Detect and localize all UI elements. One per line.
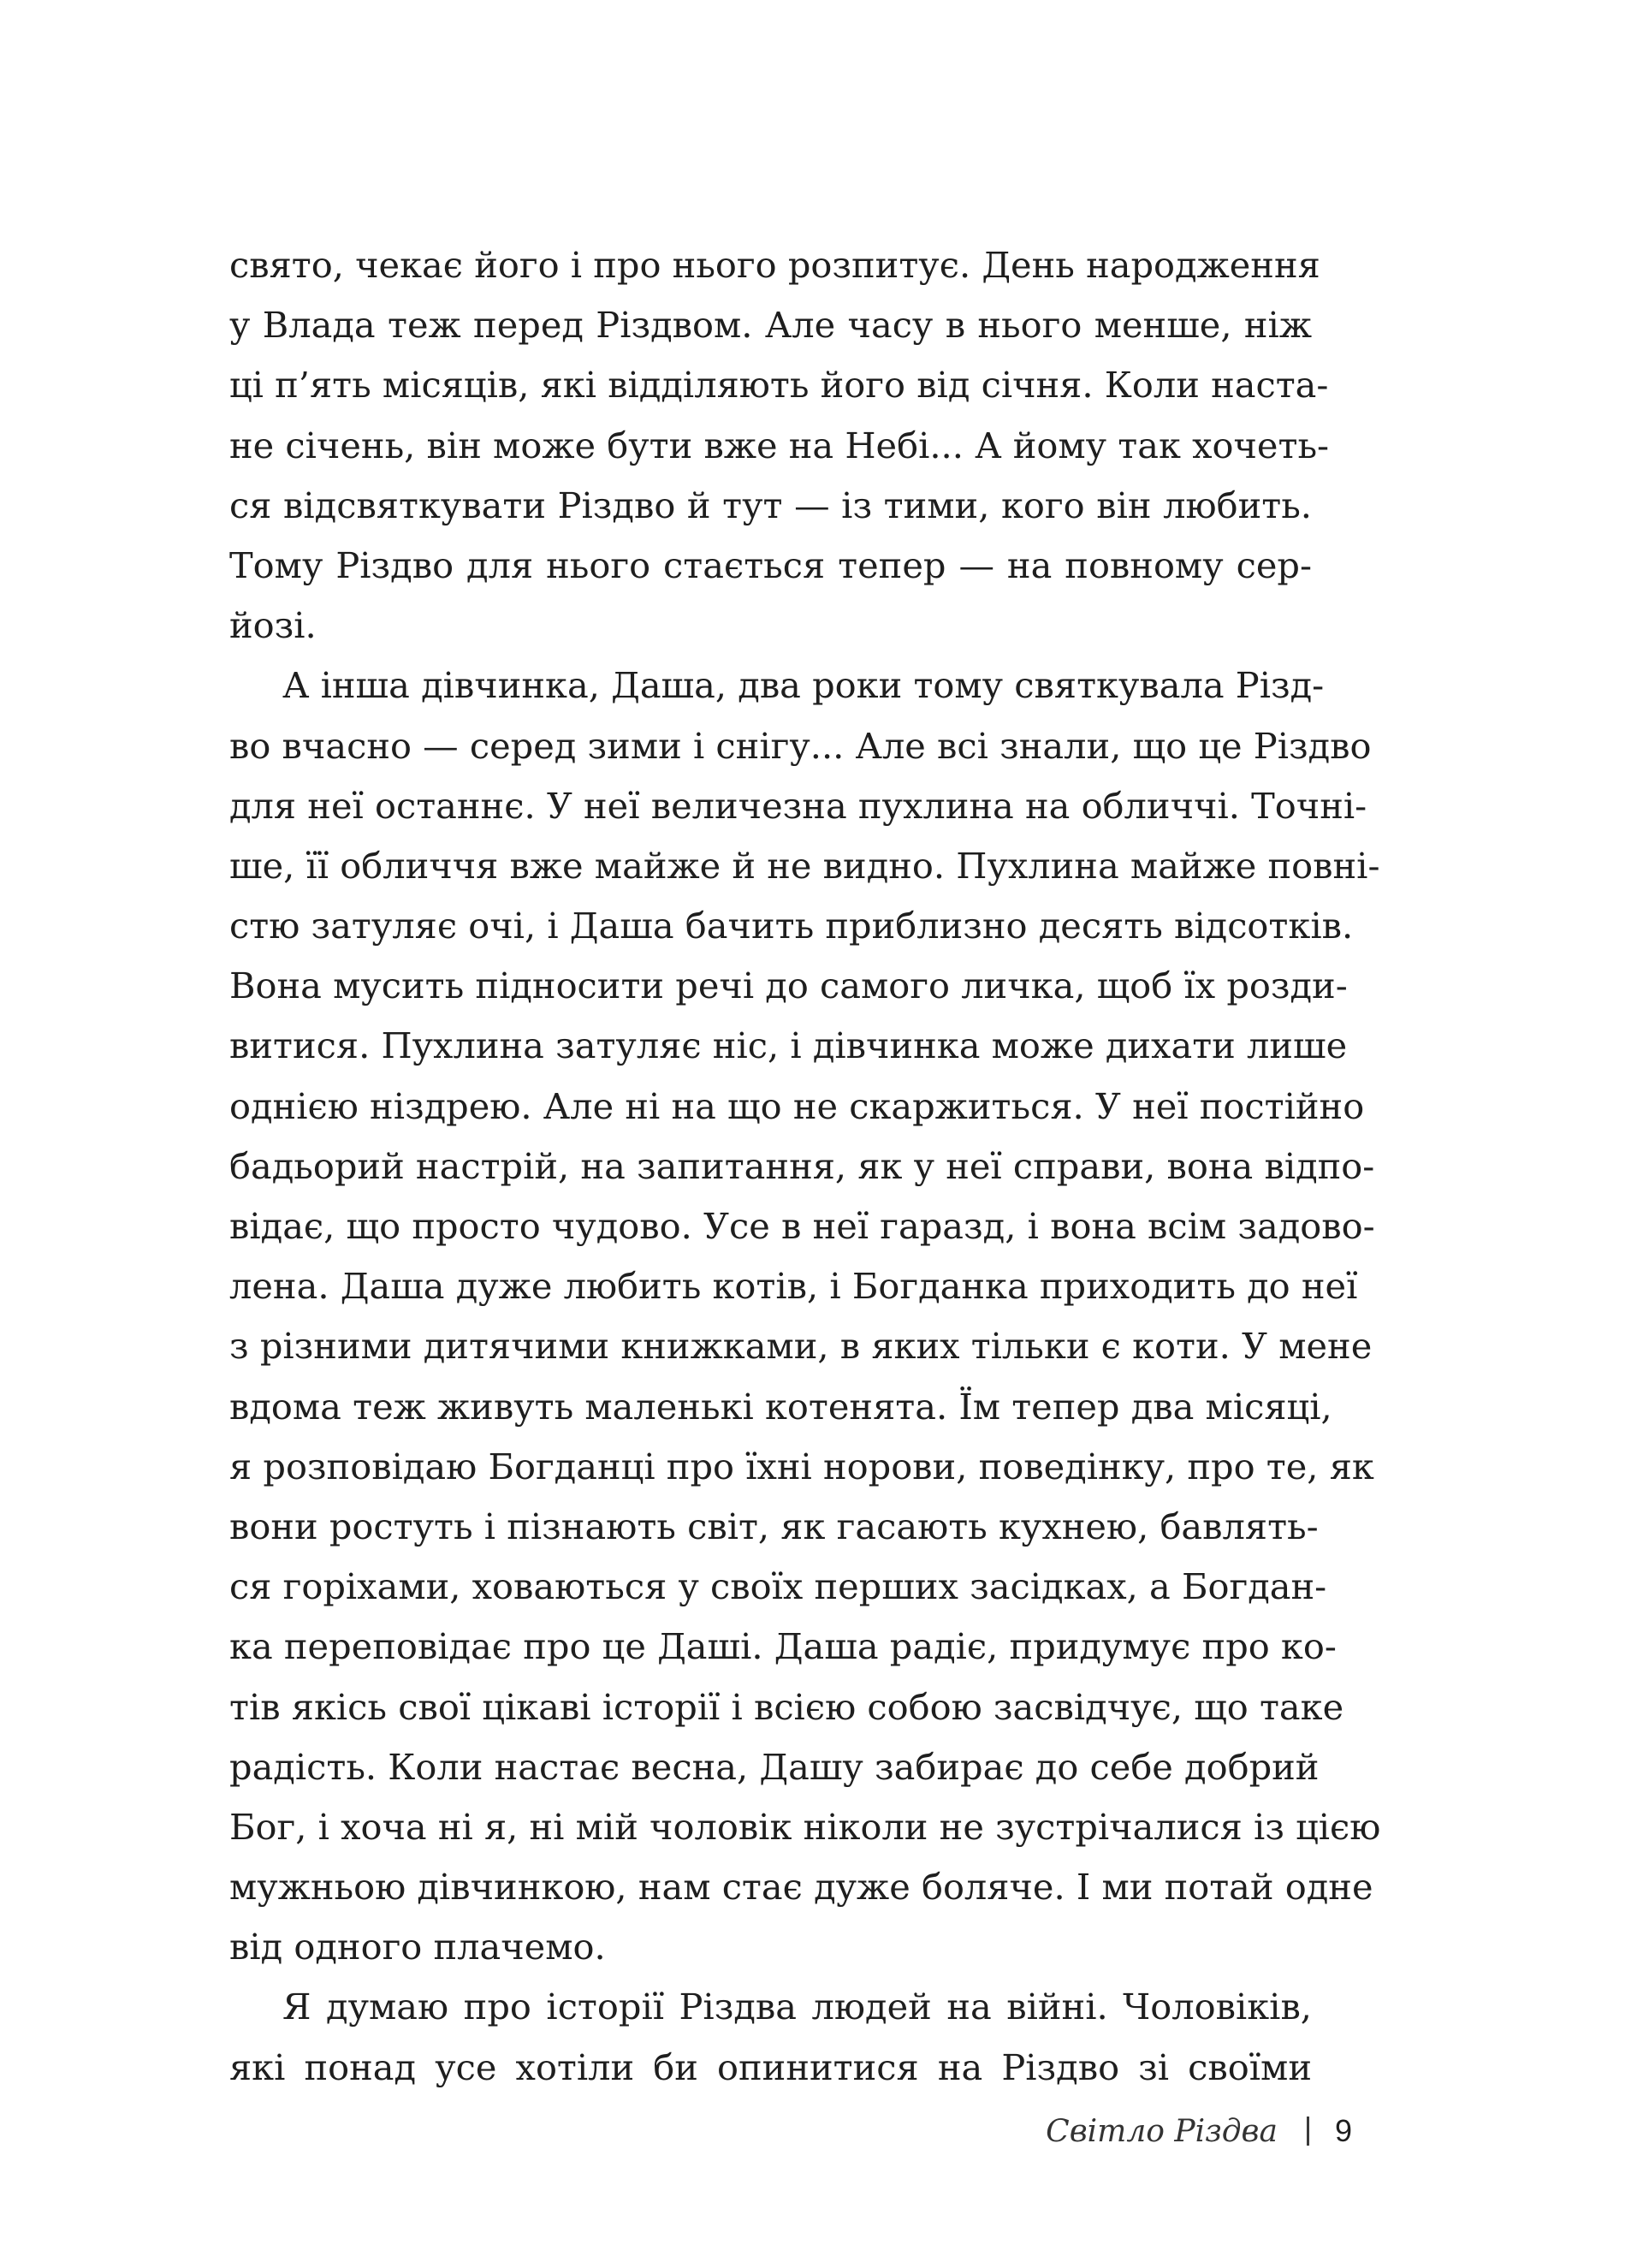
text-line: радість. Коли настає весна, Дашу забирає до себе добрий bbox=[229, 1745, 1320, 1788]
body-text bbox=[229, 235, 1381, 2098]
text-line: з різними дитячими книжками, в яких тільки є коти. У мене bbox=[229, 1325, 1373, 1368]
text-line: ся горіхами, ховаються у своїх перших засідках, а Богдан- bbox=[229, 1565, 1327, 1608]
page-footer bbox=[984, 2110, 1352, 2152]
text-line: які понад усе хотіли би опинитися на Різдво зі своїми bbox=[229, 2045, 1312, 2088]
text-line: у Влада теж перед Різдвом. Але часу в нього менше, ніж bbox=[229, 304, 1312, 347]
text-line: стю затуляє очі, і Даша бачить приблизно десять відсотків. bbox=[229, 905, 1354, 947]
text-line: бадьорий настрій, на запитання, як у неї справи, вона відпо- bbox=[229, 1144, 1375, 1187]
text-line: відає, що просто чудово. Усе в неї гаразд, і вона всім задово- bbox=[229, 1205, 1375, 1247]
text-line: ше, її обличчя вже майже й не видно. Пухлина майже повні- bbox=[229, 844, 1380, 887]
running-title: Світло Різдва bbox=[1046, 2113, 1278, 2149]
text-line: йозі. bbox=[229, 604, 317, 647]
page-number: 9 bbox=[1334, 2113, 1352, 2148]
paragraph-first-line: А інша дівчинка, Даша, два роки тому святкувала Різд- bbox=[282, 664, 1325, 707]
text-line: ся відсвяткувати Різдво й тут — із тими, кого він любить. bbox=[229, 484, 1312, 526]
text-line: не січень, він може бути вже на Небі... А йому так хочеть- bbox=[229, 424, 1330, 466]
text-line: мужньою дівчинкою, нам стає дуже боляче. І ми потай одне bbox=[229, 1866, 1373, 1909]
text-line: Тому Різдво для нього стається тепер — на повному сер- bbox=[229, 543, 1312, 586]
text-line: вони ростуть і пізнають світ, як гасають кухнею, бавлять- bbox=[229, 1505, 1319, 1547]
text-line: ці п’ять місяців, які відділяють його від січня. Коли наста- bbox=[229, 364, 1329, 407]
text-line: ка переповідає про це Даші. Даша радіє, придумує про ко- bbox=[229, 1625, 1337, 1668]
text-line: вдома теж живуть маленькі котенята. Їм тепер два місяці, bbox=[229, 1385, 1332, 1428]
text-line: витися. Пухлина затуляє ніс, і дівчинка може дихати лише bbox=[229, 1024, 1348, 1067]
text-line: я розповідаю Богданці про їхні норови, поведінку, про те, як bbox=[229, 1445, 1374, 1487]
text-line: Бог, і хоча ні я, ні мій чоловік ніколи не зустрічалися із цією bbox=[229, 1805, 1381, 1848]
footer-divider bbox=[1307, 2117, 1309, 2146]
text-line: від одного плачемо. bbox=[229, 1926, 606, 1968]
text-line: во вчасно — серед зими і снігу... Але всі знали, що це Різдво bbox=[229, 724, 1372, 767]
text-line: Вона мусить підносити речі до самого личка, щоб їх розди- bbox=[229, 965, 1348, 1007]
paragraph-first-line: Я думаю про історії Різдва людей на війні. Чоловіків, bbox=[282, 1986, 1312, 2028]
text-line: лена. Даша дуже любить котів, і Богданка приходить до неї bbox=[229, 1265, 1358, 1308]
text-line: тів якісь свої цікаві історії і всією собою засвідчує, що таке bbox=[229, 1685, 1344, 1728]
text-line: однією ніздрею. Але ні на що не скаржиться. У неї постійно bbox=[229, 1084, 1365, 1127]
text-line: свято, чекає його і про нього розпитує. День народження bbox=[229, 244, 1320, 286]
text-line: для неї останнє. У неї величезна пухлина на обличчі. Точні- bbox=[229, 784, 1367, 827]
